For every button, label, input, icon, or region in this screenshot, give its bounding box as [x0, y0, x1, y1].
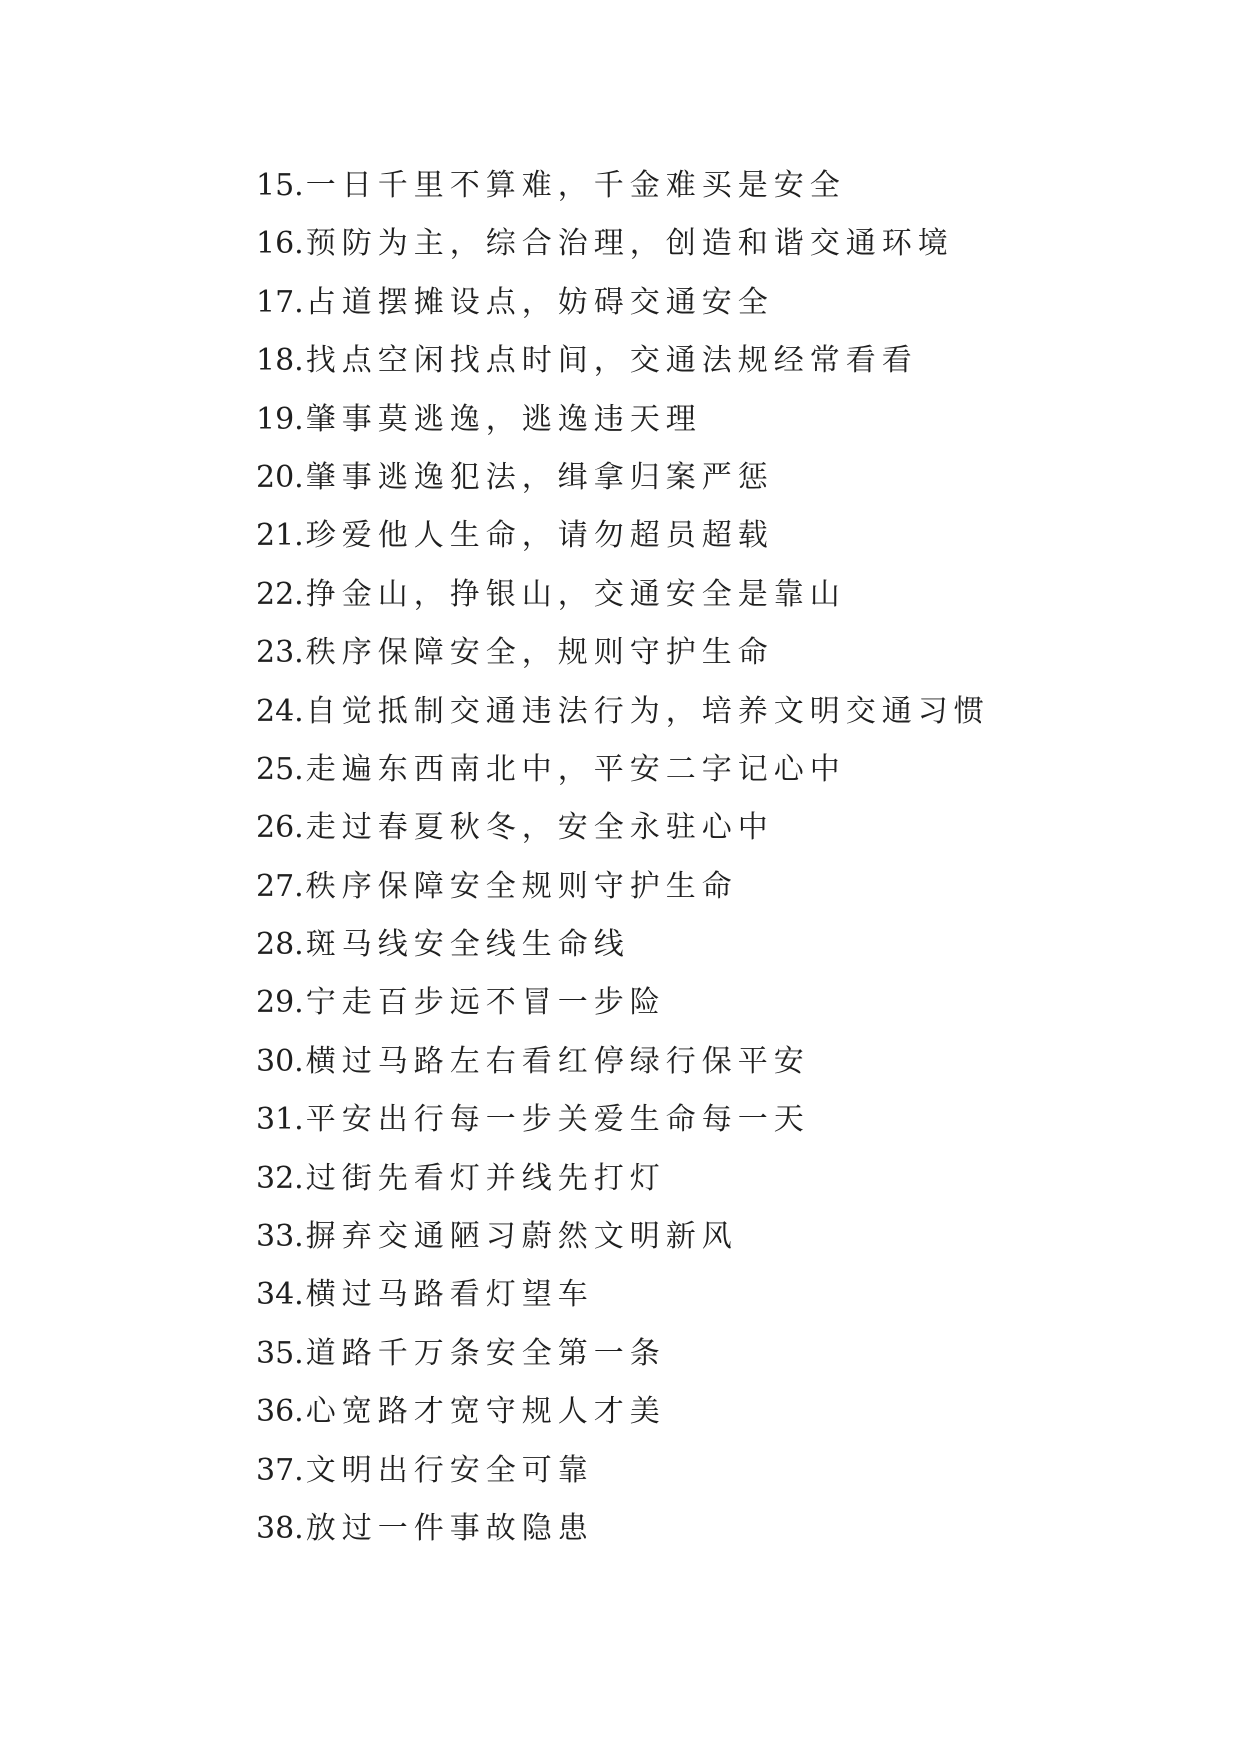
slogan-text: 摒弃交通陋习蔚然文明新风: [305, 1219, 738, 1255]
slogan-number: 15.: [256, 168, 304, 203]
slogan-item: [256, 215, 1196, 273]
slogan-text: 过街先看灯并线先打灯: [305, 1160, 666, 1196]
slogan-list: [256, 157, 1196, 1558]
slogan-text: 文明出行安全可靠: [305, 1452, 594, 1488]
slogan-text: 肇事逃逸犯法，缉拿归案严惩: [305, 459, 774, 495]
slogan-item: [256, 799, 1196, 857]
slogan-item: [256, 1500, 1196, 1558]
slogan-text: 放过一件事故隐患: [305, 1510, 594, 1546]
slogan-text: 秩序保障安全规则守护生命: [305, 868, 738, 904]
slogan-item: [256, 391, 1196, 449]
slogan-item: [256, 624, 1196, 682]
slogan-number: 27.: [256, 868, 304, 904]
slogan-item: [256, 916, 1196, 974]
slogan-item: [256, 507, 1196, 565]
slogan-number: 34.: [256, 1277, 304, 1313]
slogan-number: 26.: [256, 810, 304, 846]
slogan-number: 16.: [256, 226, 304, 262]
slogan-number: 17.: [256, 284, 304, 320]
slogan-item: [256, 1208, 1196, 1266]
slogan-text: 预防为主，综合治理，创造和谐交通环境: [305, 226, 954, 262]
slogan-text: 平安出行每一步关爱生命每一天: [305, 1102, 810, 1138]
slogan-text: 走过春夏秋冬，安全永驻心中: [305, 810, 774, 846]
slogan-text: 横过马路看灯望车: [305, 1277, 594, 1313]
slogan-item: [256, 1091, 1196, 1149]
slogan-number: 31.: [256, 1102, 304, 1138]
slogan-number: 22.: [256, 576, 304, 612]
slogan-text: 道路千万条安全第一条: [305, 1335, 666, 1371]
slogan-number: 25.: [256, 751, 304, 787]
slogan-item: [256, 274, 1196, 332]
slogan-text: 占道摆摊设点，妨碍交通安全: [305, 284, 774, 320]
slogan-number: 30.: [256, 1043, 304, 1079]
slogan-text: 走遍东西南北中，平安二字记心中: [305, 751, 846, 787]
slogan-text: 肇事莫逃逸，逃逸违天理: [305, 401, 702, 437]
slogan-item: [256, 974, 1196, 1032]
slogan-text: 宁走百步远不冒一步险: [305, 985, 666, 1021]
slogan-item: [256, 1150, 1196, 1208]
slogan-number: 35.: [256, 1335, 304, 1371]
slogan-number: 29.: [256, 985, 304, 1021]
slogan-item: [256, 566, 1196, 624]
slogan-number: 38.: [256, 1510, 304, 1546]
slogan-item: [256, 741, 1196, 799]
slogan-text: 一日千里不算难，千金难买是安全: [305, 168, 846, 203]
slogan-text: 斑马线安全线生命线: [305, 927, 630, 963]
slogan-number: 18.: [256, 343, 304, 379]
slogan-text: 找点空闲找点时间，交通法规经常看看: [305, 343, 918, 379]
slogan-item: [256, 1266, 1196, 1324]
slogan-number: 37.: [256, 1452, 304, 1488]
slogan-text: 挣金山，挣银山，交通安全是靠山: [305, 576, 846, 612]
slogan-item: [256, 858, 1196, 916]
slogan-item: [256, 449, 1196, 507]
slogan-number: 19.: [256, 401, 304, 437]
slogan-number: 32.: [256, 1160, 304, 1196]
slogan-number: 28.: [256, 927, 304, 963]
slogan-text: 自觉抵制交通违法行为，培养文明交通习惯: [305, 693, 990, 729]
slogan-number: 33.: [256, 1219, 304, 1255]
slogan-text: 横过马路左右看红停绿行保平安: [305, 1043, 810, 1079]
slogan-item: [256, 1033, 1196, 1091]
slogan-text: 心宽路才宽守规人才美: [305, 1394, 666, 1430]
slogan-item: [256, 157, 1196, 215]
slogan-item: [256, 1383, 1196, 1441]
slogan-number: 24.: [256, 693, 304, 729]
slogan-number: 21.: [256, 518, 304, 554]
slogan-number: 23.: [256, 635, 304, 671]
slogan-text: 秩序保障安全，规则守护生命: [305, 635, 774, 671]
slogan-number: 20.: [256, 459, 304, 495]
slogan-item: [256, 1442, 1196, 1500]
slogan-item: [256, 1325, 1196, 1383]
slogan-number: 36.: [256, 1394, 304, 1430]
slogan-text: 珍爱他人生命，请勿超员超载: [305, 518, 774, 554]
slogan-item: [256, 332, 1196, 390]
slogan-item: [256, 683, 1196, 741]
